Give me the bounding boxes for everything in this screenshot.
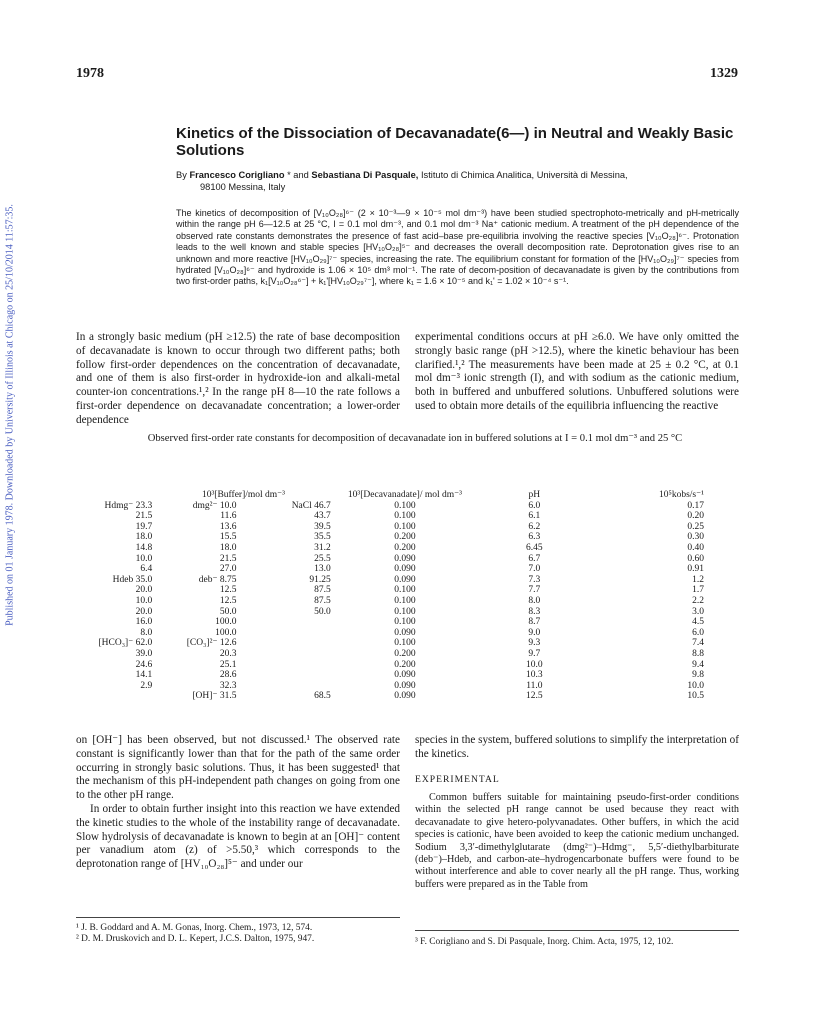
cell-ph: 8.3 xyxy=(528,606,541,617)
cell-decavanadate: 0.090 xyxy=(394,574,416,585)
table-caption: Observed first-order rate constants for decomposition of decavanadate ion in buffered solutions at I = 0.1 mol dm⁻³ and 25 °C xyxy=(147,433,683,444)
cell-acid-buffer: 10.0 xyxy=(135,595,153,606)
cell-nacl xyxy=(238,660,332,671)
footnotes-right xyxy=(415,937,739,948)
table-row xyxy=(80,543,750,554)
cell-acid-buffer: 10.0 xyxy=(135,553,153,564)
cell-base-buffer: 28.6 xyxy=(219,670,237,681)
cell-acid-buffer: 39.0 xyxy=(135,648,153,659)
cell-nacl: 87.5 xyxy=(314,585,331,596)
cell-kobs: 0.25 xyxy=(687,521,704,532)
institution-1: Istituto di Chimica Analitica, Università di Messina, xyxy=(418,170,628,180)
cell-acid-buffer: Hdmg⁻ 23.3 xyxy=(104,500,153,511)
cell-kobs: 1.7 xyxy=(692,585,704,596)
footnotes-left xyxy=(76,923,400,945)
cell-decavanadate: 0.100 xyxy=(394,500,416,511)
cell-kobs: 7.4 xyxy=(692,638,704,649)
cell-decavanadate: 0.200 xyxy=(394,659,416,670)
cell-acid-buffer: 21.5 xyxy=(135,511,153,522)
table-row xyxy=(80,607,750,618)
cell-kobs: 9.8 xyxy=(692,670,704,681)
table-row xyxy=(80,691,750,702)
footnote-rule-right xyxy=(415,930,739,931)
cell-ph: 9.7 xyxy=(528,648,541,659)
lower-left-paragraph-2: In order to obtain further insight into this reaction we have extended the kinetic studies to the whole of the instability range of decavanadate. Slow hydrolysis of decavanadate is known to begin at an [OH]⁻ content per vanadium atom (z) of >5.50,³ which corresponds to the deprotonation range of [HV₁₀O₂₈]⁵⁻ and under our xyxy=(76,802,400,871)
table-row xyxy=(80,628,750,639)
cell-nacl: 31.2 xyxy=(314,542,331,553)
cell-kobs: 8.8 xyxy=(692,648,704,659)
download-stamp-text: Published on 01 January 1978. Downloaded by University of Illinois at Chicago on 25/10/2014 11:57:35. xyxy=(4,204,16,626)
lower-right-column xyxy=(415,734,739,762)
cell-ph: 10.0 xyxy=(526,659,543,670)
rate-constant-table xyxy=(80,490,750,702)
cell-ph: 10.3 xyxy=(526,670,543,681)
footnote-2: ² D. M. Druskovich and D. L. Kepert, J.C.S. Dalton, 1975, 947. xyxy=(76,934,315,944)
cell-nacl xyxy=(238,617,332,628)
table-row xyxy=(80,649,750,660)
cell-kobs: 9.4 xyxy=(692,659,704,670)
cell-base-buffer: 20.3 xyxy=(219,648,237,659)
footnote-1: ¹ J. B. Goddard and A. M. Gonas, Inorg. Chem., 1973, 12, 574. xyxy=(76,923,313,933)
cell-acid-buffer: Hdeb 35.0 xyxy=(112,574,153,585)
cell-kobs: 1.2 xyxy=(692,574,704,585)
cell-base-buffer: 18.0 xyxy=(219,542,237,553)
cell-ph: 11.0 xyxy=(526,680,543,691)
table-header-row xyxy=(80,490,750,501)
cell-nacl: 13.0 xyxy=(314,564,331,575)
cell-ph: 6.45 xyxy=(526,542,543,553)
cell-kobs: 0.40 xyxy=(687,542,704,553)
cell-kobs: 0.30 xyxy=(687,532,704,543)
experimental-paragraph: Common buffers suitable for maintaining pseudo-first-order conditions within the selected pH range cannot be used because they react with decavanadate to give hetero-polyvanadates. Other buffers, in which the acid species is cationic, have been avoided to keep the cationic medium unchanged. Sodium 3,3′-dimethylglutarate (dmg²⁻)–Hdmg⁻, 5,5′-diethylbarbiturate (deb⁻)–Hdeb, and carbon-ate–hydrogencarbonate buffers were found to be without interference and able to cover nearly all the pH range. Thus, working buffers were prepared as in the Table from xyxy=(415,792,739,890)
cell-decavanadate: 0.100 xyxy=(394,511,416,522)
cell-ph: 6.7 xyxy=(528,553,541,564)
corresponding-star: * xyxy=(284,170,291,180)
cell-acid-buffer: 6.4 xyxy=(140,564,153,575)
cell-acid-buffer: 14.8 xyxy=(135,542,153,553)
author-and: and xyxy=(290,170,312,180)
cell-nacl xyxy=(238,649,332,660)
cell-nacl: NaCl 46.7 xyxy=(291,500,331,511)
cell-nacl: 43.7 xyxy=(314,511,331,522)
cell-decavanadate: 0.090 xyxy=(394,627,416,638)
cell-kobs: 0.20 xyxy=(687,511,704,522)
cell-kobs: 4.5 xyxy=(692,617,704,628)
cell-acid-buffer: 20.0 xyxy=(135,585,153,596)
table-row xyxy=(80,554,750,565)
col-header-buffer: 10³[Buffer]/mol dm⁻³ xyxy=(201,490,286,500)
cell-decavanadate: 0.200 xyxy=(394,532,416,543)
table-row xyxy=(80,532,750,543)
section-heading-experimental: EXPERIMENTAL xyxy=(415,774,500,785)
abstract: The kinetics of decomposition of [V₁₀O₂₈]⁶⁻ (2 × 10⁻³—9 × 10⁻⁵ mol dm⁻³) have been studied spectrophoto-metrically and pH-metrically within the range pH 6—12.5 at 25 °C, I = 0.1 mol dm⁻³, and 0.1 mol dm⁻³ Na⁺ cationic medium. A treatment of the pH dependence of the observed rate constants demonstrates the presence of fast acid–base pre-equilibria involving the reactive species [V₁₀O₂₈]⁶⁻. Protonation leads to the well known and stable species [HV₁₀O₂₈]⁵⁻ and decreases the overall decomposition rate. Deprotonation gives rise to an unknown and more reactive [HV₁₀O₂₉]⁷⁻ species, increasing the rate. The equilibrium constant for formation of the [HV₁₀O₂₉]⁷⁻ species from hydrated [V₁₀O₂₈]⁶⁻ and hydroxide is 1.06 × 10⁵ dm³ mol⁻¹. The rate of decom-position of decavanadate is given by the contributions from two first-order paths, k₁[V₁₀O₂₈⁶⁻] + k₁'[HV₁₀O₂₉⁷⁻], where k₁ = 1.6 × 10⁻⁵ and k₁' = 1.02 × 10⁻⁴ s⁻¹. xyxy=(176,208,739,287)
cell-ph: 7.7 xyxy=(528,585,541,596)
table-row xyxy=(80,617,750,628)
page-number-left: 1978 xyxy=(76,66,104,81)
cell-acid-buffer: 8.0 xyxy=(140,627,153,638)
cell-kobs: 0.91 xyxy=(687,564,704,575)
cell-decavanadate: 0.100 xyxy=(394,638,416,649)
table-row xyxy=(80,681,750,692)
cell-acid-buffer: 14.1 xyxy=(135,670,153,681)
cell-nacl: 50.0 xyxy=(314,606,331,617)
cell-nacl xyxy=(238,628,332,639)
cell-base-buffer: 50.0 xyxy=(219,606,237,617)
table-row xyxy=(80,638,750,649)
cell-base-buffer: 25.1 xyxy=(219,659,237,670)
cell-decavanadate: 0.090 xyxy=(394,680,416,691)
intro-left-paragraph: In a strongly basic medium (pH ≥12.5) the rate of base decomposition of decavanadate is known to occur through two different paths; both follow first-order dependences on the concentration of decavanadate, and one of them is also first-order in hydroxide-ion and alkali-metal counter-ion concentrations.¹,² In the range pH 8—10 the rate follows a first-order dependence on decavanadate concentration; a lower-order dependence xyxy=(76,331,400,426)
cell-ph: 12.5 xyxy=(526,691,543,702)
cell-decavanadate: 0.090 xyxy=(394,670,416,681)
cell-decavanadate: 0.200 xyxy=(394,648,416,659)
cell-acid-buffer xyxy=(80,691,154,702)
table-row xyxy=(80,522,750,533)
cell-nacl xyxy=(238,681,332,692)
cell-nacl: 39.5 xyxy=(314,521,331,532)
cell-nacl xyxy=(238,638,332,649)
cell-base-buffer: 15.5 xyxy=(219,532,237,543)
cell-base-buffer: 100.0 xyxy=(215,617,237,628)
cell-kobs: 0.60 xyxy=(687,553,704,564)
cell-nacl: 91.25 xyxy=(309,574,331,585)
col-header-kobs: 10⁵kobs/s⁻¹ xyxy=(659,490,704,500)
cell-ph: 7.0 xyxy=(528,564,541,575)
table-row xyxy=(80,564,750,575)
cell-acid-buffer: 16.0 xyxy=(135,617,153,628)
cell-kobs: 0.17 xyxy=(687,500,704,511)
col-header-decavanadate: 10³[Decavanadate]/ mol dm⁻³ xyxy=(347,490,463,500)
table-row xyxy=(80,575,750,586)
cell-acid-buffer: [HCO₃]⁻ 62.0 xyxy=(98,638,153,649)
cell-base-buffer: 11.6 xyxy=(220,511,237,522)
col-header-ph: pH xyxy=(528,490,541,500)
cell-kobs: 10.5 xyxy=(687,691,704,702)
cell-decavanadate: 0.090 xyxy=(394,553,416,564)
cell-ph: 7.3 xyxy=(528,574,541,585)
cell-base-buffer: 13.6 xyxy=(219,521,237,532)
by-label: By xyxy=(176,170,187,180)
table-row xyxy=(80,585,750,596)
institution-2: 98100 Messina, Italy xyxy=(200,182,286,192)
cell-base-buffer: 32.3 xyxy=(219,680,237,691)
cell-base-buffer: 27.0 xyxy=(219,564,237,575)
cell-kobs: 10.0 xyxy=(687,680,704,691)
cell-nacl xyxy=(238,670,332,681)
cell-nacl: 35.5 xyxy=(314,532,331,543)
cell-ph: 6.1 xyxy=(528,511,541,522)
cell-base-buffer: [CO₃]²⁻ 12.6 xyxy=(186,638,237,649)
cell-ph: 9.0 xyxy=(528,627,541,638)
footnote-rule-left xyxy=(76,917,400,918)
download-stamp xyxy=(3,170,17,660)
lower-right-paragraph-1: species in the system, buffered solutions to simplify the interpretation of the kinetics. xyxy=(415,734,739,760)
author-line xyxy=(176,169,746,193)
cell-ph: 8.7 xyxy=(528,617,541,628)
cell-base-buffer: [OH]⁻ 31.5 xyxy=(192,691,237,702)
cell-decavanadate: 0.100 xyxy=(394,606,416,617)
cell-decavanadate: 0.200 xyxy=(394,542,416,553)
cell-base-buffer: deb⁻ 8.75 xyxy=(198,574,237,585)
table-row xyxy=(80,660,750,671)
intro-right-paragraph: experimental conditions occurs at pH ≥6.0. We have only omitted the strongly basic range (pH >12.5), where the kinetic behaviour has been clarified.¹,² The measurements have been made at 25 ± 0.2 °C, at 0.1 mol dm⁻³ ionic strength (I), and with sodium as the cationic medium, both in buffered and unbuffered solutions. Unbuffered solutions were used to obtain more details of the equilibria influencing the reactive xyxy=(415,331,739,412)
table-row xyxy=(80,511,750,522)
intro-right-column xyxy=(415,331,739,414)
cell-ph: 8.0 xyxy=(528,595,541,606)
cell-ph: 6.3 xyxy=(528,532,541,543)
table-row xyxy=(80,501,750,512)
cell-decavanadate: 0.090 xyxy=(394,691,416,702)
cell-ph: 6.2 xyxy=(528,521,541,532)
cell-acid-buffer: 24.6 xyxy=(135,659,153,670)
cell-base-buffer: 12.5 xyxy=(219,585,237,596)
article-title: Kinetics of the Dissociation of Decavanadate(6—) in Neutral and Weakly Basic Solutions xyxy=(176,125,734,159)
cell-base-buffer: 21.5 xyxy=(219,553,237,564)
table-row xyxy=(80,670,750,681)
experimental-column xyxy=(415,792,739,891)
cell-kobs: 3.0 xyxy=(692,606,704,617)
page-number-right: 1329 xyxy=(710,66,738,81)
intro-left-column xyxy=(76,331,400,428)
cell-nacl: 87.5 xyxy=(314,595,331,606)
table-row xyxy=(80,596,750,607)
cell-kobs: 2.2 xyxy=(692,595,704,606)
cell-ph: 9.3 xyxy=(528,638,541,649)
cell-base-buffer: 100.0 xyxy=(215,627,237,638)
cell-kobs: 6.0 xyxy=(692,627,704,638)
cell-acid-buffer: 19.7 xyxy=(135,521,153,532)
author-2: Sebastiana Di Pasquale, xyxy=(311,170,419,180)
footnote-3: ³ F. Corigliano and S. Di Pasquale, Inorg. Chim. Acta, 1975, 12, 102. xyxy=(415,937,674,947)
cell-decavanadate: 0.100 xyxy=(394,595,416,606)
cell-base-buffer: 12.5 xyxy=(219,595,237,606)
cell-decavanadate: 0.090 xyxy=(394,564,416,575)
cell-acid-buffer: 18.0 xyxy=(135,532,153,543)
cell-base-buffer: dmg²⁻ 10.0 xyxy=(192,500,237,511)
cell-ph: 6.0 xyxy=(528,500,541,511)
cell-nacl: 68.5 xyxy=(314,691,331,702)
lower-left-paragraph-1: on [OH⁻] has been observed, but not discussed.¹ The observed rate constant is significantly lower than that for the path of the same order occurring in strongly basic solutions. Thus, it has been suggested¹ that the mechanism of this pH-independent path changes on going from one to the other pH range. xyxy=(76,734,400,802)
cell-acid-buffer: 2.9 xyxy=(140,680,153,691)
cell-nacl: 25.5 xyxy=(314,553,331,564)
cell-decavanadate: 0.100 xyxy=(394,585,416,596)
lower-left-column xyxy=(76,734,400,872)
cell-decavanadate: 0.100 xyxy=(394,617,416,628)
cell-acid-buffer: 20.0 xyxy=(135,606,153,617)
cell-decavanadate: 0.100 xyxy=(394,521,416,532)
author-1: Francesco Corigliano xyxy=(189,170,285,180)
